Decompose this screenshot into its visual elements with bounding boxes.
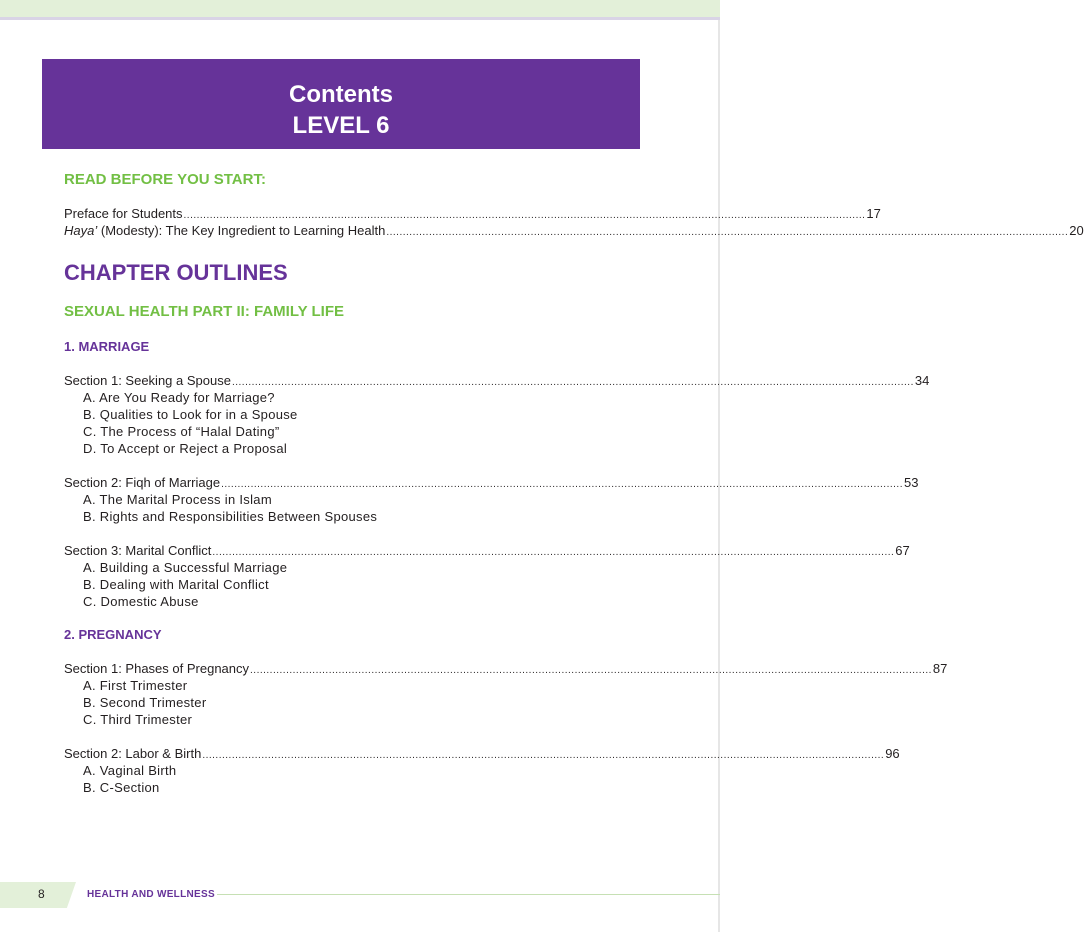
toc-subitem: B. Qualities to Look for in a Spouse	[83, 407, 298, 422]
read-before-heading: READ BEFORE YOU START:	[64, 171, 266, 188]
toc-section-label: Section 3: Marital Conflict	[64, 543, 212, 558]
toc-section-page: 34	[914, 373, 930, 388]
dot-leader: ................................................................................................................................................................................................................	[250, 665, 932, 676]
chapter-outlines-heading: CHAPTER OUTLINES	[64, 260, 288, 285]
toc-entry-label-rest: (Modesty): The Key Ingredient to Learning Health	[97, 223, 386, 238]
toc-entry-label-italic: Haya’	[64, 223, 98, 238]
dot-leader: ................................................................................................................................................................................................................	[183, 210, 866, 221]
toc-entry-label	[64, 222, 385, 240]
toc-section-label: Section 2: Labor & Birth	[64, 746, 202, 761]
toc-section-phases-pregnancy[interactable]	[64, 660, 948, 678]
contents-banner	[42, 59, 640, 149]
toc-section-label: Section 1: Phases of Pregnancy	[64, 661, 250, 676]
toc-section-page: 67	[895, 543, 910, 558]
toc-subitem: C. Third Trimester	[83, 712, 193, 727]
toc-section-marital-conflict[interactable]	[64, 542, 910, 560]
toc-entry-page: 20	[1069, 223, 1084, 238]
toc-subitem: A. The Marital Process in Islam	[83, 492, 272, 507]
toc-entry-label: Preface for Students	[64, 206, 183, 221]
toc-subitem: A. Vaginal Birth	[83, 763, 177, 778]
toc-subitem: B. C-Section	[83, 780, 160, 795]
toc-subitem: A. Are You Ready for Marriage?	[83, 390, 275, 405]
chapter-title-marriage: 1. MARRIAGE	[64, 339, 150, 354]
toc-subitem: B. Second Trimester	[83, 695, 207, 710]
dot-leader: ................................................................................................................................................................................................................	[386, 227, 1069, 238]
toc-subitem: C. The Process of “Halal Dating”	[83, 424, 280, 439]
chapter-title-pregnancy: 2. PREGNANCY	[64, 627, 162, 642]
toc-section-page: 96	[885, 746, 900, 761]
footer-page-number: 8	[38, 887, 45, 901]
footer-rule	[217, 894, 720, 895]
toc-subitem: B. Rights and Responsibilities Between Spouses	[83, 509, 378, 524]
toc-entry-haya[interactable]	[64, 222, 1084, 240]
top-color-band	[0, 0, 720, 17]
toc-section-page: 53	[903, 475, 919, 490]
footer-book-title: HEALTH AND WELLNESS	[87, 889, 215, 900]
toc-subitem: A. Building a Successful Marriage	[83, 560, 288, 575]
toc-subitem: B. Dealing with Marital Conflict	[83, 577, 269, 592]
dot-leader: ................................................................................................................................................................................................................	[212, 547, 895, 558]
toc-section-page: 87	[932, 661, 948, 676]
dot-leader: ................................................................................................................................................................................................................	[202, 750, 885, 761]
banner-title: Contents	[289, 81, 393, 108]
toc-entry-page: 17	[866, 206, 881, 221]
toc-section-seeking-spouse[interactable]	[64, 372, 930, 390]
dot-leader: ................................................................................................................................................................................................................	[221, 479, 903, 490]
part-heading: SEXUAL HEALTH PART II: FAMILY LIFE	[64, 303, 345, 320]
toc-subitem: D. To Accept or Reject a Proposal	[83, 441, 288, 456]
toc-subitem: C. Domestic Abuse	[83, 594, 199, 609]
dot-leader: ................................................................................................................................................................................................................	[231, 377, 914, 388]
toc-section-label: Section 1: Seeking a Spouse	[64, 373, 231, 388]
toc-section-fiqh-marriage[interactable]	[64, 474, 919, 492]
toc-section-labor-birth[interactable]	[64, 745, 900, 763]
toc-section-label: Section 2: Fiqh of Marriage	[64, 475, 221, 490]
banner-level: LEVEL 6	[292, 112, 390, 139]
toc-entry-preface[interactable]	[64, 205, 881, 223]
top-band-divider	[0, 17, 720, 20]
toc-subitem: A. First Trimester	[83, 678, 188, 693]
